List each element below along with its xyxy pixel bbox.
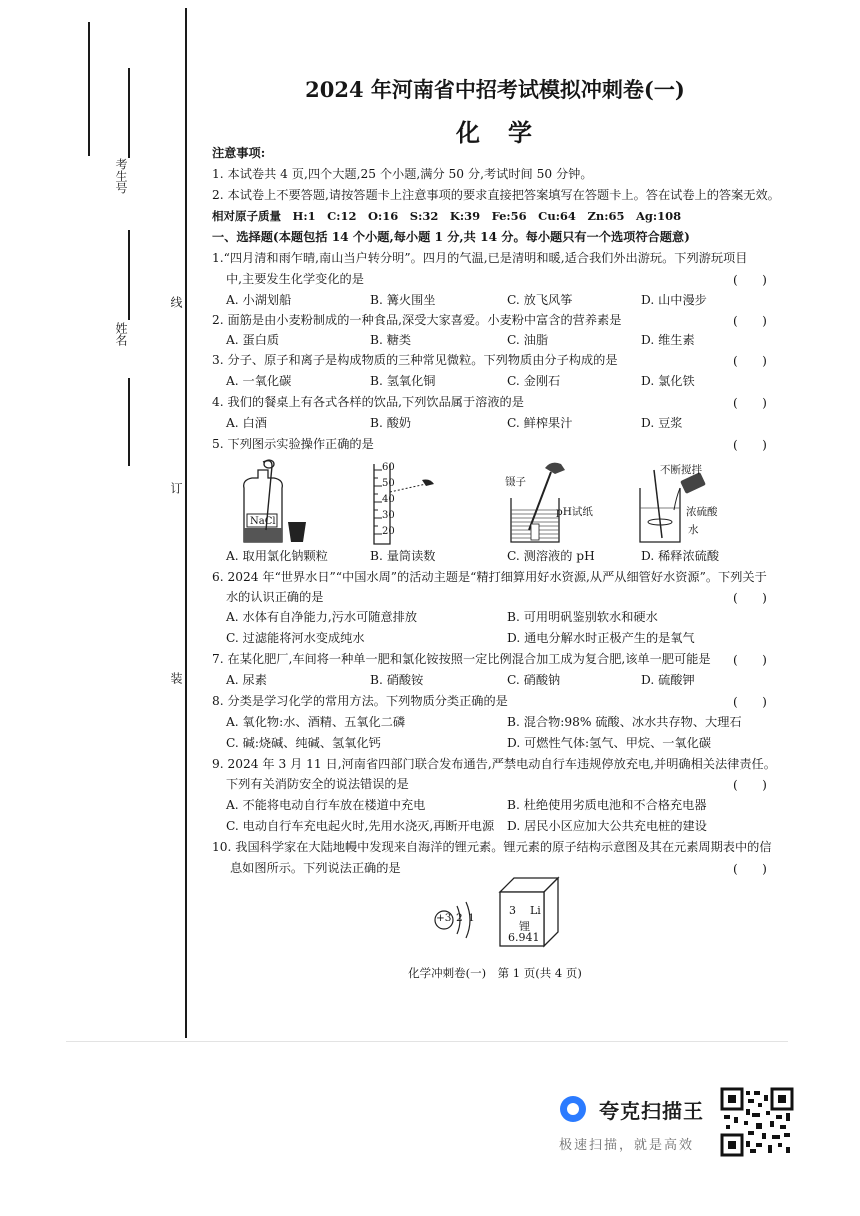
seal-bind-char: 订 (169, 482, 183, 494)
ph-paper-label: pH试纸 (556, 506, 593, 518)
answer-paren: ( ) (733, 591, 767, 605)
answer-paren: ( ) (733, 695, 767, 709)
notice-heading: 注意事项: (212, 146, 266, 160)
atomic-masses: 相对原子质量 H:1 C:12 O:16 S:32 K:39 Fe:56 Cu:64 Zn:65 Ag:108 (212, 209, 682, 223)
question-6-stem-cont: 水的认识正确的是 (226, 590, 324, 604)
question-1-stem-cont: 中,主要发生化学变化的是 (226, 272, 364, 286)
option-a: A. 一氧化碳 (226, 374, 292, 388)
scanner-brand: 夸克扫描王 (599, 1099, 704, 1123)
section-heading: 一、选择题(本题包括 14 个小题,每小题 1 分,共 14 分。每小题只有一个选项符合题意) (212, 230, 690, 244)
tweezers-label: 镊子 (505, 476, 526, 488)
option-c: C. 过滤能将河水变成纯水 (226, 631, 365, 645)
cylinder-tick-40: 40 (382, 494, 395, 505)
notice-item-1: 1. 本试卷共 4 页,四个大题,25 个小题,满分 50 分,考试时间 50 分钟。 (212, 167, 593, 181)
answer-paren: ( ) (733, 653, 767, 667)
option-c: C. 油脂 (507, 333, 549, 347)
water-label: 水 (688, 524, 699, 536)
binding-line-lower (128, 378, 130, 466)
question-4-stem: 4. 我们的餐桌上有各式各样的饮品,下列饮品属于溶液的是 (212, 395, 524, 409)
option-c: C. 碱:烧碱、纯碱、氢氧化钙 (226, 736, 381, 750)
figure-b-graduated-cylinder (370, 462, 440, 546)
answer-paren: ( ) (733, 438, 767, 452)
cylinder-tick-50: 50 (382, 478, 395, 489)
option-a: A. 氧化物:水、酒精、五氧化二磷 (226, 715, 406, 729)
option-b: B. 量筒读数 (370, 549, 436, 563)
lithium-name: 锂 (519, 920, 530, 933)
option-b: B. 氢氧化铜 (370, 374, 436, 388)
question-1-stem: 1.“四月清和雨乍晴,南山当户转分明”。四月的气温,已是清明和暖,适合我们外出游玩。下列游玩项目 (212, 251, 748, 265)
option-a: A. 水体有自净能力,污水可随意排放 (226, 610, 418, 624)
question-7-stem: 7. 在某化肥厂,车间将一种单一肥和氯化铵按照一定比例混合加工成为复合肥,该单一肥可能是 (212, 652, 711, 666)
seal-pack-char: 装 (169, 672, 183, 684)
option-c: C. 硝酸钠 (507, 673, 561, 687)
question-10-stem: 10. 我国科学家在大陆地幔中发现来自海洋的锂元素。锂元素的原子结构示意图及其在元素周期表中的信 (212, 840, 772, 854)
option-c: C. 电动自行车充电起火时,先用水浇灭,再断开电源 (226, 819, 495, 833)
option-b: B. 可用明矾鉴别软水和硬水 (507, 610, 658, 624)
question-3-stem: 3. 分子、原子和离子是构成物质的三种常见微粒。下列物质由分子构成的是 (212, 353, 618, 367)
figure-a-nacl-bottle (232, 458, 312, 546)
option-a: A. 白酒 (226, 416, 267, 430)
option-c: C. 鲜榨果汁 (507, 416, 573, 430)
option-d: D. 氯化铁 (641, 374, 695, 388)
option-d: D. 居民小区应加大公共充电桩的建设 (507, 819, 707, 833)
exam-title: 2024 年河南省中招考试模拟冲刺卷(一) (305, 77, 685, 102)
question-8-stem: 8. 分类是学习化学的常用方法。下列物质分类正确的是 (212, 694, 508, 708)
scanner-slogan: 极速扫描，就是高效 (559, 1138, 695, 1153)
figure-c-ph-test (505, 458, 585, 546)
option-c: C. 放飞风筝 (507, 293, 573, 307)
binding-line-name (128, 230, 130, 320)
seal-line-char: 线 (169, 296, 183, 308)
lithium-atomic-mass: 6.941 (508, 931, 540, 944)
option-b: B. 混合物:98% 硫酸、冰水共存物、大理石 (507, 715, 742, 729)
option-a: A. 小湖划船 (226, 293, 292, 307)
page-margin-line (185, 8, 187, 1038)
option-b: B. 硝酸铵 (370, 673, 424, 687)
cylinder-tick-20: 20 (382, 526, 395, 537)
examinee-no-label: 考生号 (114, 158, 128, 194)
question-2-stem: 2. 面筋是由小麦粉制成的一种食品,深受大家喜爱。小麦粉中富含的营养素是 (212, 313, 622, 327)
stir-label: 不断搅拌 (660, 464, 702, 476)
option-d: D. 通电分解水时正极产生的是氧气 (507, 631, 695, 645)
cylinder-tick-60: 60 (382, 462, 395, 473)
option-b: B. 糖类 (370, 333, 412, 347)
concentrated-acid-label: 浓硫酸 (686, 506, 718, 518)
option-b: B. 杜绝使用劣质电池和不合格充电器 (507, 798, 707, 812)
answer-paren: ( ) (733, 778, 767, 792)
option-c: C. 金刚石 (507, 374, 561, 388)
quark-logo-icon (560, 1096, 586, 1122)
answer-paren: ( ) (733, 314, 767, 328)
option-b: B. 酸奶 (370, 416, 412, 430)
option-a: A. 取用氯化钠颗粒 (226, 549, 328, 563)
page-footer: 化学冲刺卷(一) 第 1 页(共 4 页) (408, 966, 582, 980)
question-5-stem: 5. 下列图示实验操作正确的是 (212, 437, 374, 451)
qr-code-icon (720, 1087, 794, 1157)
question-9-stem: 9. 2024 年 3 月 11 日,河南省四部门联合发布通告,严禁电动自行车违规停放充电,并明确相关法律责任。 (212, 757, 776, 771)
answer-paren: ( ) (733, 354, 767, 368)
option-d: D. 稀释浓硫酸 (641, 549, 720, 563)
name-label: 姓名 (114, 322, 128, 346)
option-d: D. 可燃性气体:氢气、甲烷、一氧化碳 (507, 736, 712, 750)
lithium-shell-1: 2 (456, 912, 463, 924)
nacl-label: NaCl (250, 516, 276, 527)
lithium-symbol: Li (530, 904, 541, 917)
subject-title: 化 学 (456, 118, 534, 147)
option-a: A. 蛋白质 (226, 333, 280, 347)
option-d: D. 硫酸钾 (641, 673, 695, 687)
option-c: C. 测溶液的 pH (507, 549, 595, 563)
notice-item-2: 2. 本试卷上不要答题,请按答题卡上注意事项的要求直接把答案填写在答题卡上。答在试卷上的答案无效。 (212, 188, 780, 202)
lithium-atomic-number: 3 (509, 904, 516, 917)
answer-paren: ( ) (733, 273, 767, 287)
option-d: D. 维生素 (641, 333, 695, 347)
answer-paren: ( ) (733, 396, 767, 410)
cylinder-tick-30: 30 (382, 510, 395, 521)
option-b: B. 篝火围坐 (370, 293, 436, 307)
option-a: A. 尿素 (226, 673, 267, 687)
question-10-stem-cont: 息如图所示。下列说法正确的是 (230, 861, 401, 875)
lithium-shell-2: 1 (468, 912, 475, 924)
lithium-nucleus-charge: +3 (436, 912, 452, 924)
option-a: A. 不能将电动自行车放在楼道中充电 (226, 798, 426, 812)
question-9-stem-cont: 下列有关消防安全的说法错误的是 (226, 777, 409, 791)
page-divider (66, 1041, 788, 1042)
option-d: D. 山中漫步 (641, 293, 707, 307)
answer-paren: ( ) (733, 862, 767, 876)
option-d: D. 豆浆 (641, 416, 683, 430)
question-6-stem: 6. 2024 年“世界水日”“中国水周”的活动主题是“精打细算用好水资源,从严从细管好水资源”。下列关于 (212, 570, 767, 584)
